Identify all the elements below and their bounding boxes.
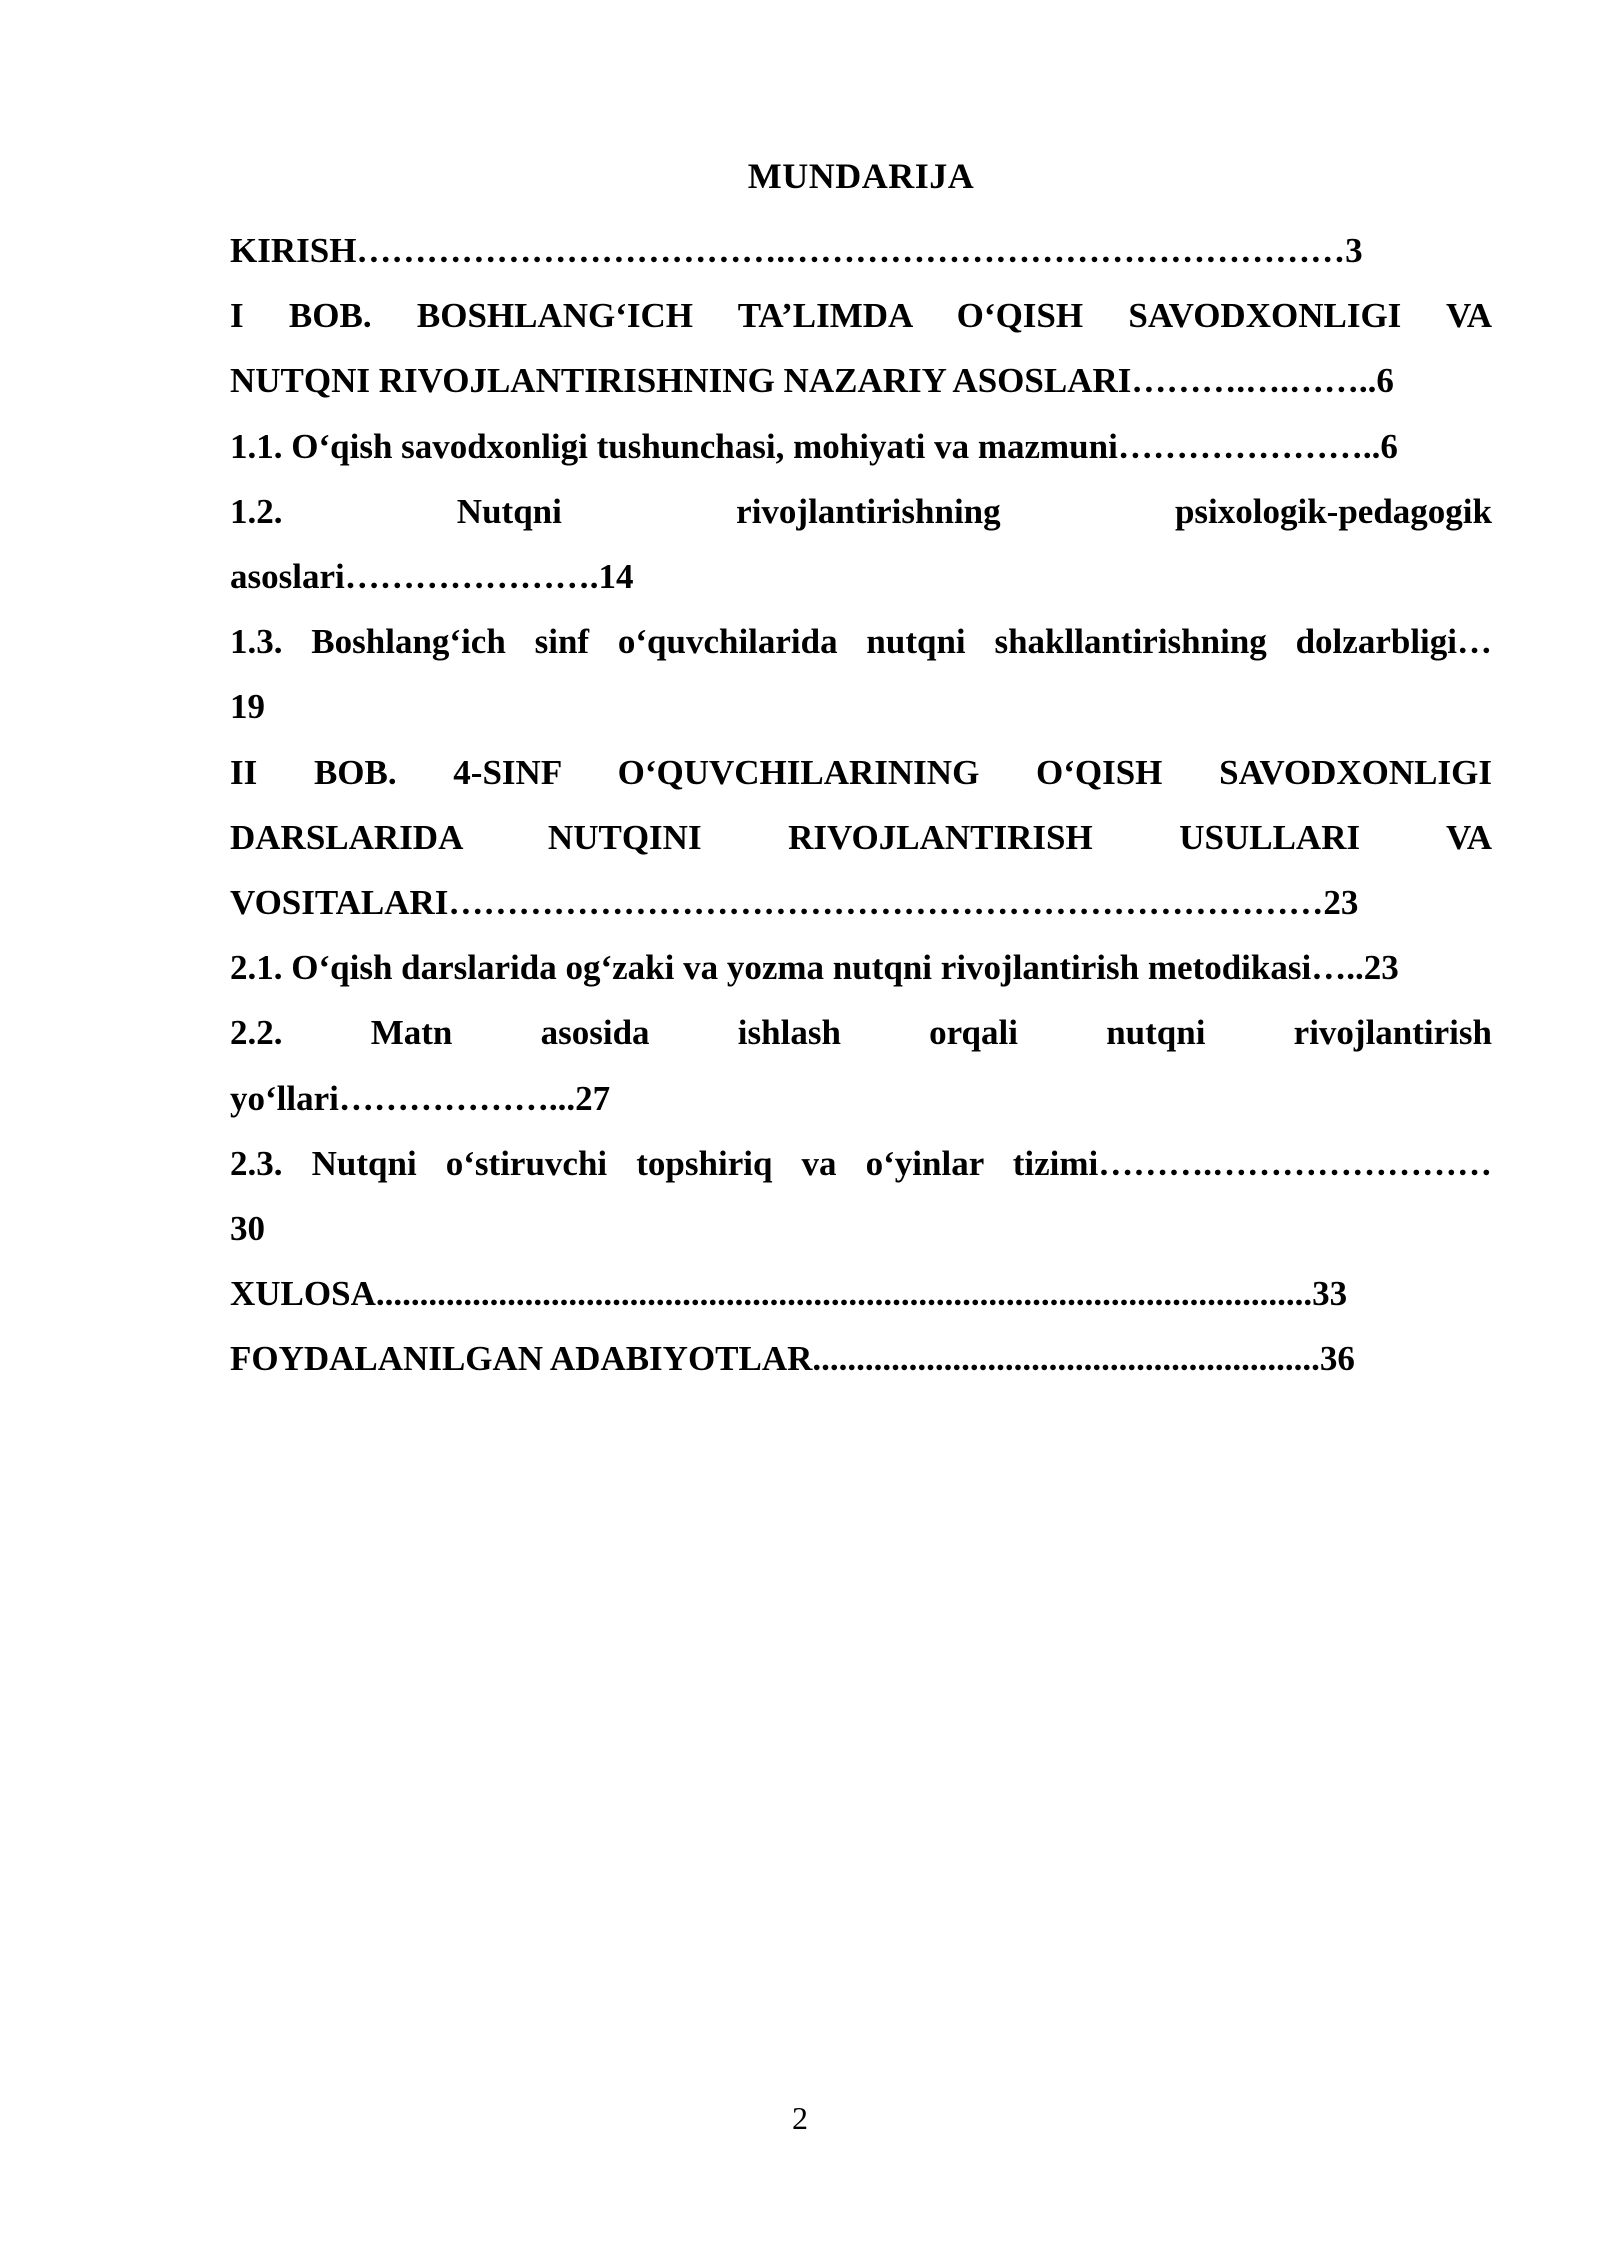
toc-entry-section-2-2-line-2: yo‘llari………………...27 [230, 1078, 611, 1118]
toc-entry-section-2-1: 2.1. O‘qish darslarida og‘zaki va yozma nutqni rivojlantirish metodikasi…..23 [230, 948, 1399, 988]
toc-entry-section-1-2-line-1: 1.2. Nutqni rivojlantirishning psixologik-pedagogik [230, 491, 1492, 531]
toc-entry-section-1-3-line-2: 19 [230, 687, 265, 727]
toc-entry-section-2-3-line-1: 2.3. Nutqni o‘stiruvchi topshiriq va o‘yinlar tizimi……….…………………… [230, 1143, 1492, 1183]
toc-entry-chapter-2-line-2: DARSLARIDA NUTQINI RIVOJLANTIRISH USULLARI VA [230, 817, 1492, 857]
table-of-contents [230, 218, 1492, 1392]
toc-entry-section-2-2-line-1: 2.2. Matn asosida ishlash orqali nutqni rivojlantirish [230, 1013, 1492, 1053]
toc-entry-chapter-1-line-2: NUTQNI RIVOJLANTIRISHNING NAZARIY ASOSLARI……….….……..6 [230, 361, 1394, 401]
toc-entry-section-1-2-line-2: asoslari………………….14 [230, 557, 634, 597]
toc-entry-xulosa: XULOSA...........................................................................................................33 [230, 1274, 1348, 1314]
toc-entry-section-1-1: 1.1. O‘qish savodxonligi tushunchasi, mohiyati va mazmuni…………………..6 [230, 426, 1398, 466]
toc-entry-section-2-3-line-2: 30 [230, 1209, 265, 1249]
toc-entry-references: FOYDALANILGAN ADABIYOTLAR..........................................................36 [230, 1339, 1355, 1379]
toc-entry-kirish: KIRISH……………………………….…………………………………………3 [230, 231, 1363, 270]
toc-entry-section-1-3-line-1: 1.3. Boshlang‘ich sinf o‘quvchilarida nutqni shakllantirishning dolzarbligi… [230, 622, 1492, 662]
toc-entry-chapter-2-line-1: II BOB. 4-SINF O‘QUVCHILARINING O‘QISH SAVODXONLIGI [230, 752, 1492, 792]
toc-entry-chapter-2-line-3: VOSITALARI…………………………………………………………………23 [230, 883, 1359, 923]
toc-entry-chapter-1-line-1: I BOB. BOSHLANG‘ICH TA’LIMDA O‘QISH SAVODXONLIGI VA [230, 296, 1492, 336]
page-number: 2 [792, 2100, 808, 2136]
toc-title: MUNDARIJA [747, 156, 975, 196]
